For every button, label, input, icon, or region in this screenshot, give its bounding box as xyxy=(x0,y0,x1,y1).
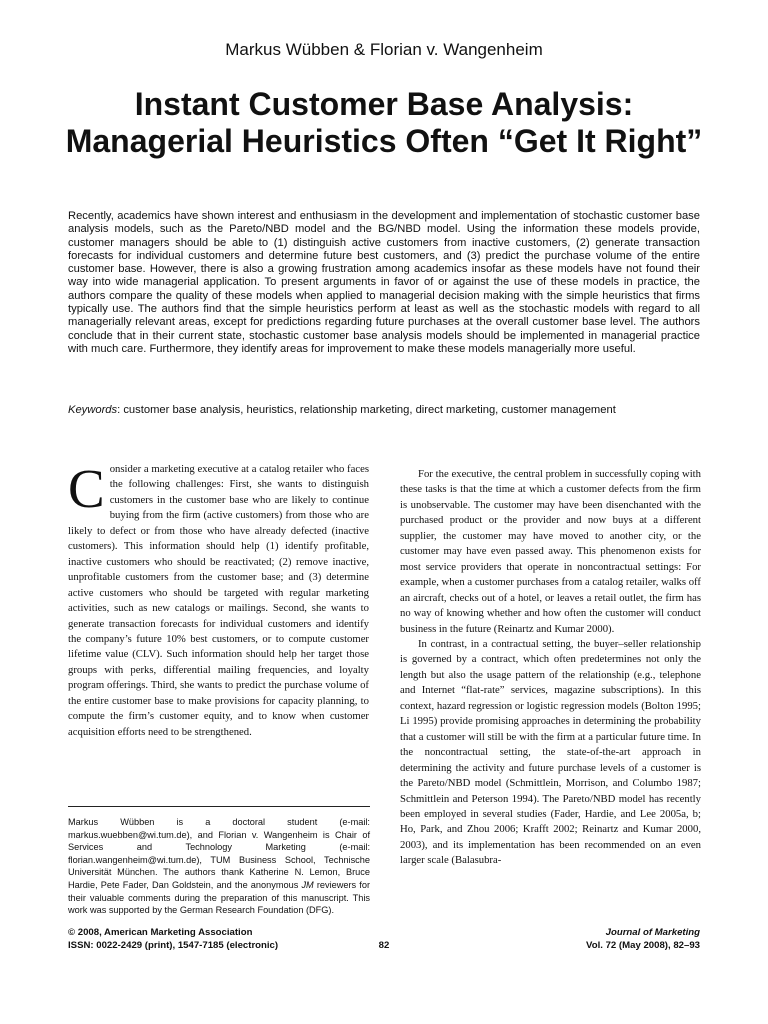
footnote-divider xyxy=(68,806,370,807)
footnote-part1: Markus Wübben is a doctoral student (e-mail: markus.wuebben@wi.tum.de), and Florian v. Wangenheim is Chair of Services and Technology Marketing (e-mail: florian.wangenheim@wi.tum.de), TUM Business School, Technische Universität München. The authors thank Katherine N. Lemon, Bruce Hardie, Pete Fader, Dan Goldstein, and the anonymous xyxy=(68,817,370,890)
abstract: Recently, academics have shown interest and enthusiasm in the development and implementation of stochastic customer base analysis models, such as the Pareto/NBD model and the BG/NBD model. Using the information these models provide, customer managers should be able to (1) distinguish active customers from inactive customers, (2) generate transaction forecasts for individual customers and determine future best customers, and (3) predict the purchase volume of the entire customer base. However, there is also a growing frustration among academics insofar as these models have not found their way into wide managerial application. To present arguments in favor of or against the use of these models in practice, the authors compare the quality of these models when applied to managerial decision making with the simple heuristics that firms typically use. The authors find that the simple heuristics perform at least as well as the stochastic models with regard to all managerially relevant areas, except for predictions regarding future purchases at the overall customer base level. The authors conclude that in their current state, stochastic customer base analysis models should be implemented in managerial practice with much care. Furthermore, they identify areas for improvement to make these models managerially more useful. xyxy=(68,210,700,355)
intro-paragraph xyxy=(68,458,369,740)
paragraph-contractual-setting: In contrast, in a contractual setting, the buyer–seller relationship is governed by a contract, which often predetermines not only the length but also the usage pattern of the relationship (e.g., telephone and Internet “flat-rate” services, magazine subscriptions). In this context, hazard regression or logistic regression models (Bolton 1995; Li 1995) provide promising approaches in determining the probability that a customer will still be with the firm at a particular future time. In the noncontractual setting, the state-of-the-art approach in determining the activity and future purchase levels of a customer is the Pareto/NBD model (Schmittlein, Morrison, and Columbo 1987; Schmittlein and Peterson 1994). The Pareto/NBD model has recently been employed in several studies (Fader, Hardie, and Lee 2005a, b; Ho, Park, and Zhou 2006; Krafft 2002; Reinartz and Kumar 2000, 2003), and its implementation has been recommended on an even larger scale (Balasubra- xyxy=(400,637,701,867)
footer-left xyxy=(68,927,348,952)
keywords-text: : customer base analysis, heuristics, relationship marketing, direct marketing, customer management xyxy=(117,404,616,416)
body-column-left xyxy=(68,458,369,740)
footnote-journal-abbrev: JM xyxy=(301,879,314,890)
keywords-label: Keywords xyxy=(68,404,118,416)
authors: Markus Wübben & Florian v. Wangenheim xyxy=(225,40,543,59)
footer-right xyxy=(520,927,700,952)
author-footnote xyxy=(68,816,370,917)
paper-title: Instant Customer Base Analysis: Managerial Heuristics Often “Get It Right” xyxy=(65,86,703,159)
issn: ISSN: 0022-2429 (print), 1547-7185 (electronic) xyxy=(68,939,279,951)
keywords xyxy=(68,403,708,417)
drop-cap: C xyxy=(68,458,105,519)
copyright: © 2008, American Marketing Association xyxy=(68,927,253,938)
footnote-part2: reviewers for their valuable comments during the preparation of this manuscript. This work was supported by the German Research Foundation (DFG). xyxy=(68,879,371,916)
page-number: 82 xyxy=(378,940,390,951)
intro-text: onsider a marketing executive at a catalog retailer who faces the following challenges: First, she wants to distinguish customers in the customer base who are likely to continue buying from the firm (active customers) from those who are likely to defect or from those who have already defected (inactive customers). This information should help (1) identify profitable, inactive customers who should be reactivated; (2) remove inactive, unprofitable customers from the customer base; and (3) determine active customers who should be targeted with regular marketing activities, such as new catalogs or mailings. Second, she wants to generate transaction forecasts for individual customers and identify the company’s future 10% best customers, or to compute customer lifetime value (CLV). Such information should help her target those groups with perks, differential mailing frequencies, and loyalty program offerings. Third, she wants to predict the purchase volume of the entire customer base to make provisions for capacity planning, to compute the firm’s customer equity, and to know when customer acquisition efforts need to be strengthened. xyxy=(68,463,369,738)
body-column-right xyxy=(400,467,701,869)
volume-info: Vol. 72 (May 2008), 82–93 xyxy=(586,939,700,951)
journal-name: Journal of Marketing xyxy=(605,927,700,938)
paragraph-executive-problem: For the executive, the central problem in successfully coping with these tasks is that the time at which a customer defects from the firm is unobservable. The customer may have been disenchanted with the purchased product or the provider and now buys at a different supplier, the customer may have moved to another city, or the customer may have even passed away. This phenomenon exists for most service providers that operate in noncontractual settings: For example, when a customer purchases from a catalog retailer, walks off an aircraft, checks out of a hotel, or leaves a retail outlet, the firm has no way of knowing whether and how often the customer will conduct business in the future (Reinartz and Kumar 2000). xyxy=(400,468,701,635)
